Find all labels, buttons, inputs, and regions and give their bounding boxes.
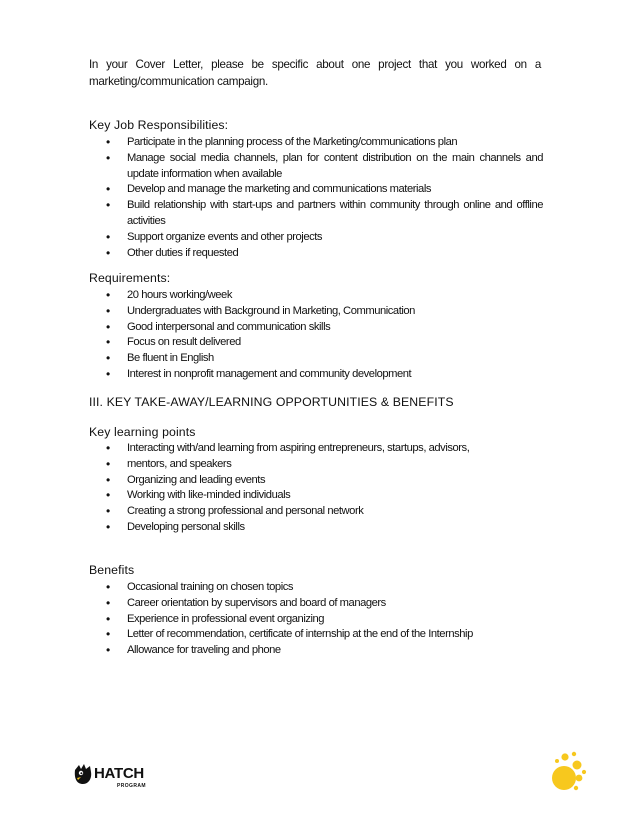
list-item: • Focus on result delivered xyxy=(89,335,543,351)
list-item: • Developing personal skills xyxy=(89,520,543,536)
logo-subtitle: PROGRAM xyxy=(117,783,146,789)
list-item: • Interacting with/and learning from aspiring entrepreneurs, startups, advisors, xyxy=(89,441,543,457)
list-item: • Experience in professional event organizing xyxy=(89,612,543,628)
list-item: • Be fluent in English xyxy=(89,351,543,367)
list-item: • Interest in nonprofit management and community development xyxy=(89,367,543,383)
list-item: • Occasional training on chosen topics xyxy=(89,580,543,596)
hatch-chick-icon xyxy=(72,762,94,788)
list-item: • Creating a strong professional and personal network xyxy=(89,504,543,520)
list-item: • Allowance for traveling and phone xyxy=(89,643,543,659)
list-item: • Good interpersonal and communication skills xyxy=(89,320,543,336)
cover-letter-note: In your Cover Letter, please be specific about one project that you worked on a marketing/communication campaign. xyxy=(89,58,541,88)
list-item: • Career orientation by supervisors and board of managers xyxy=(89,596,543,612)
learning-heading: Key learning points xyxy=(89,425,196,439)
benefits-list xyxy=(89,580,543,659)
list-item: • Participate in the planning process of the Marketing/communications plan xyxy=(89,135,543,151)
list-item: • Letter of recommendation, certificate of internship at the end of the Internship xyxy=(89,627,543,643)
requirements-heading: Requirements: xyxy=(89,271,171,285)
list-item: • Working with like-minded individuals xyxy=(89,488,543,504)
list-item: • 20 hours working/week xyxy=(89,288,543,304)
list-item: • Organizing and leading events xyxy=(89,473,543,489)
logo-wordmark: HATCH xyxy=(94,765,144,782)
list-item: • Manage social media channels, plan for content distribution on the main channels and update information when available xyxy=(89,151,543,183)
responsibilities-heading: Key Job Responsibilities: xyxy=(89,118,229,132)
yellow-dots-icon xyxy=(540,748,590,798)
benefits-heading: Benefits xyxy=(89,563,135,577)
list-item: • Build relationship with start-ups and partners within community through online and offline activities xyxy=(89,198,543,230)
responsibilities-list xyxy=(89,135,543,261)
requirements-list xyxy=(89,288,543,383)
learning-list xyxy=(89,441,543,536)
list-item: • Support organize events and other projects xyxy=(89,230,543,246)
list-item: • Develop and manage the marketing and communications materials xyxy=(89,182,543,198)
hatch-program-logo xyxy=(72,762,162,792)
section-3-heading: III. KEY TAKE-AWAY/LEARNING OPPORTUNITIES & BENEFITS xyxy=(89,395,454,409)
list-item: • Other duties if requested xyxy=(89,246,543,262)
list-item: • Undergraduates with Background in Marketing, Communication xyxy=(89,304,543,320)
list-item: • mentors, and speakers xyxy=(89,457,543,473)
